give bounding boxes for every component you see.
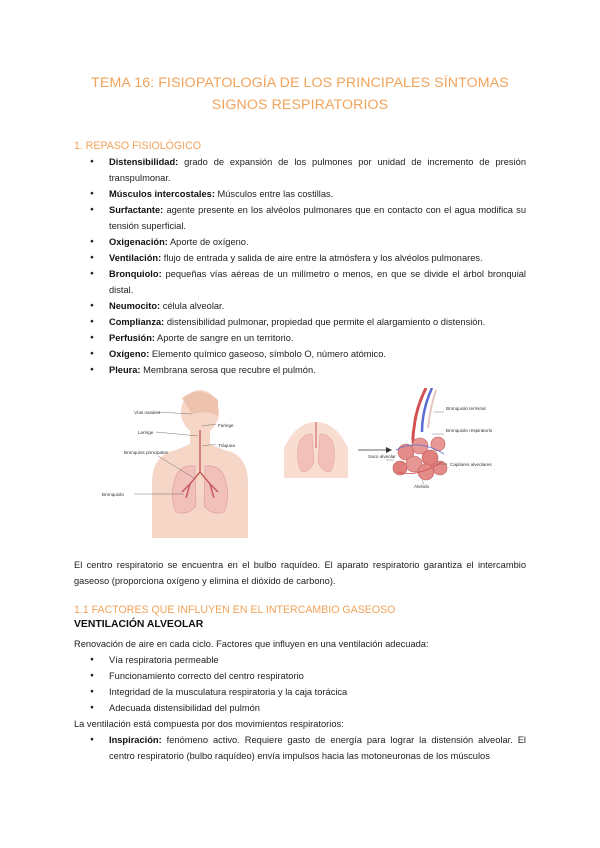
label-laringe: Laringe — [138, 430, 154, 435]
list-item: ● Integridad de la musculatura respiratoria y la caja torácica — [90, 684, 526, 700]
list-item: ● Complianza: distensibilidad pulmonar, propiedad que permite el alargamiento o distensión. — [90, 314, 526, 330]
label-vias-nasales: Vías nasales — [134, 410, 161, 415]
paragraph-renovacion: Renovación de aire en cada ciclo. Factores que influyen en una ventilación adecuada: — [74, 639, 429, 649]
list-item: ● Oxigenación: Aporte de oxígeno. — [90, 234, 526, 250]
label-saco-alveolar: Saco alveolar — [368, 454, 396, 459]
list-item: ● Inspiración: fenómeno activo. Requiere gasto de energía para lograr la distensión alveolar. El centro respiratorio (bulbo raquídeo) envía impulsos hacia las motoneuronas de los músculos — [90, 732, 526, 764]
list-item: ● Bronquiolo: pequeñas vías aéreas de un milímetro o menos, en que se divide el árbol bronquial distal. — [90, 266, 526, 298]
list-item: ● Perfusión: Aporte de sangre en un territorio. — [90, 330, 526, 346]
arrow-icon — [358, 447, 392, 453]
definitions-list — [90, 154, 526, 378]
label-bronquiolo: Bronquiolo — [102, 492, 124, 497]
document-title — [60, 72, 540, 116]
paragraph-movimientos: La ventilación está compuesta por dos movimientos respiratorios: — [74, 719, 344, 729]
list-item: ● Adecuada distensibilidad del pulmón — [90, 700, 526, 716]
list-item: ● Funcionamiento correcto del centro respiratorio — [90, 668, 526, 684]
list-item: ● Ventilación: flujo de entrada y salida de aire entre la atmósfera y los alvéolos pulmonares. — [90, 250, 526, 266]
label-traquea: Tráquea — [218, 443, 235, 448]
list-item: ● Distensibilidad: grado de expansión de los pulmones por unidad de incremento de presión transpulmonar. — [90, 154, 526, 186]
paragraph-centro-respiratorio: El centro respiratorio se encuentra en el bulbo raquídeo. El aparato respiratorio garantiza el intercambio gaseoso (proporciona oxígeno y elimina el dióxido de carbono). — [74, 560, 526, 586]
label-bronquiolo-terminal: Bronquiolo terminal — [446, 406, 486, 411]
list-item: ● Surfactante: agente presente en los alvéolos pulmonares que en contacto con el agua modifica su tensión superficial. — [90, 202, 526, 234]
label-capilares: Capilares alveolares — [450, 462, 492, 467]
factors-list — [90, 652, 526, 716]
chest-detail — [284, 422, 348, 478]
section-heading-factores: 1.1 FACTORES QUE INFLUYEN EN EL INTERCAMBIO GASEOSO — [74, 604, 396, 616]
label-alveolo: Alvéolo — [414, 484, 430, 489]
title-line-2: SIGNOS RESPIRATORIOS — [211, 97, 389, 113]
label-faringe: Faringe — [218, 423, 234, 428]
respiratory-system-figure — [96, 388, 506, 538]
subheading-ventilacion: VENTILACIÓN ALVEOLAR — [74, 619, 204, 630]
label-bronquiolo-respiratorio: Bronquiolo respiratorio — [446, 428, 493, 433]
movements-list — [90, 732, 526, 764]
section-heading-repaso: 1. REPASO FISIOLÓGICO — [74, 140, 201, 152]
list-item: ● Músculos intercostales: Músculos entre las costillas. — [90, 186, 526, 202]
list-item: ● Neumocito: célula alveolar. — [90, 298, 526, 314]
label-bronquios: Bronquios principales — [124, 450, 168, 455]
list-item: ● Pleura: Membrana serosa que recubre el pulmón. — [90, 362, 526, 378]
title-line-1: TEMA 16: FISIOPATOLOGÍA DE LOS PRINCIPALES SÍNTOMAS — [91, 75, 509, 91]
list-item: ● Vía respiratoria permeable — [90, 652, 526, 668]
list-item: ● Oxígeno: Elemento químico gaseoso, símbolo O, número atómico. — [90, 346, 526, 362]
